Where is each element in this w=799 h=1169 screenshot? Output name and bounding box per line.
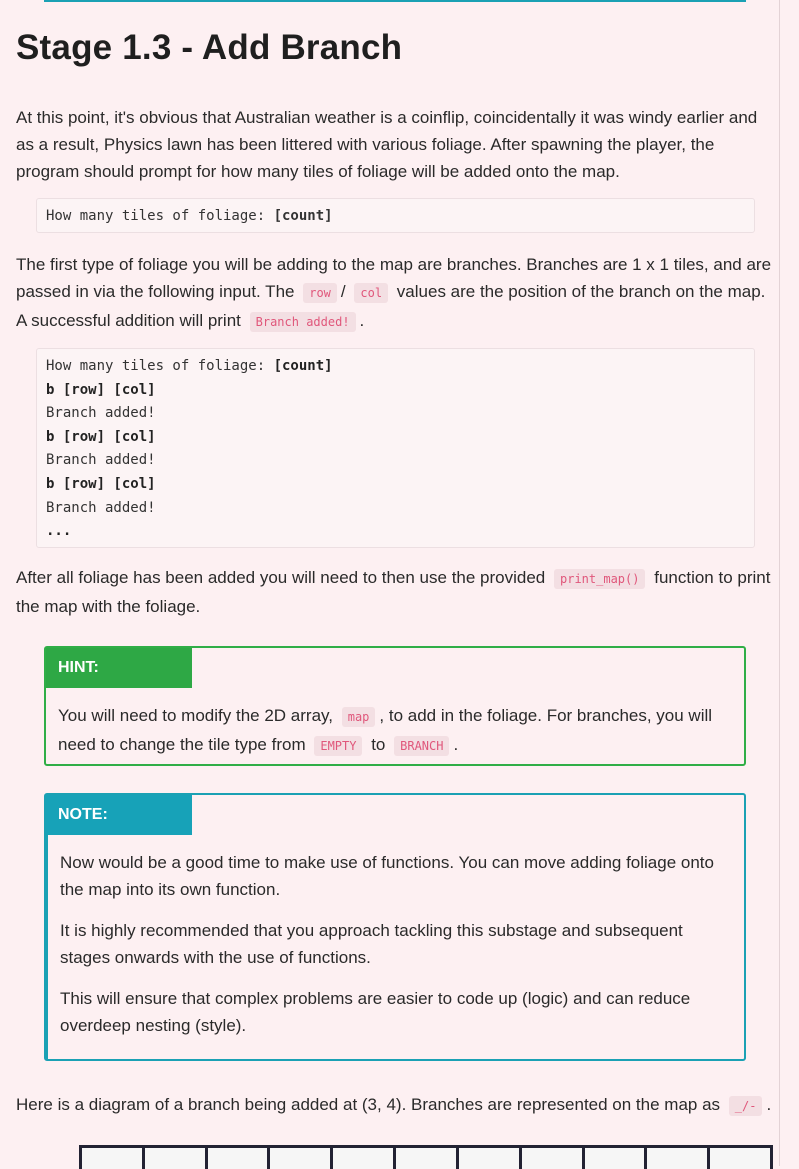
- page-title: Stage 1.3 - Add Branch: [16, 28, 403, 67]
- branches-paragraph: The first type of foliage you will be adding to the map are branches. Branches are 1 x 1 tiles, and are passed in via the following input. The row / col values are the position of the branch on the map. A successful addition will print Branch added! .: [16, 255, 772, 330]
- count-prompt-code-block: How many tiles of foliage: [count]: [36, 198, 755, 233]
- row-code: row: [303, 283, 337, 303]
- empty-code: EMPTY: [314, 736, 362, 756]
- hint-callout: [44, 646, 746, 766]
- branch-input-code-block: [36, 348, 755, 548]
- col-code: col: [354, 283, 388, 303]
- code-line: Branch added!: [46, 499, 156, 516]
- code-line: b [row] [col]: [46, 475, 156, 492]
- note-paragraph-3: This will ensure that complex problems are easier to code up (logic) and can reduce overdeep nesting (style).: [60, 989, 691, 1035]
- branch-symbol-code: _/-: [729, 1096, 763, 1116]
- map-code: map: [342, 707, 376, 727]
- note-paragraph-2: It is highly recommended that you approach tackling this substage and subsequent stages onwards with the use of functions.: [60, 921, 683, 967]
- diagram-paragraph: Here is a diagram of a branch being added at (3, 4). Branches are represented on the map as _/- .: [16, 1095, 772, 1114]
- branch-added-code: Branch added!: [250, 312, 356, 332]
- print-map-paragraph: After all foliage has been added you will need to then use the provided print_map() function to print the map with the foliage.: [16, 568, 771, 616]
- branch-code: BRANCH: [394, 736, 449, 756]
- code-line: Branch added!: [46, 405, 156, 422]
- code-line: How many tiles of foliage: [count]: [46, 358, 333, 374]
- code-line: ...: [46, 523, 72, 540]
- intro-paragraph: At this point, it's obvious that Australian weather is a coinflip, coincidentally it was windy earlier and as a result, Physics lawn has been littered with various foliage. After spawning the player, the program should prompt for how many tiles of foliage will be added onto the map.: [16, 108, 758, 181]
- note-label: NOTE:: [46, 795, 192, 835]
- note-callout: [44, 793, 746, 1061]
- note-paragraph-1: Now would be a good time to make use of functions. You can move adding foliage onto the map into its own function.: [60, 853, 714, 899]
- code-line: Branch added!: [46, 452, 156, 469]
- code-line: b [row] [col]: [46, 381, 156, 398]
- hint-label: HINT:: [46, 648, 192, 688]
- map-diagram-grid: [79, 1145, 773, 1169]
- previous-callout-border: [44, 0, 746, 2]
- print-map-code: print_map(): [554, 569, 645, 589]
- hint-text: You will need to modify the 2D array, map , to add in the foliage. For branches, you will need to change the tile type from EMPTY to BRANCH .: [58, 706, 713, 754]
- code-line: b [row] [col]: [46, 428, 156, 445]
